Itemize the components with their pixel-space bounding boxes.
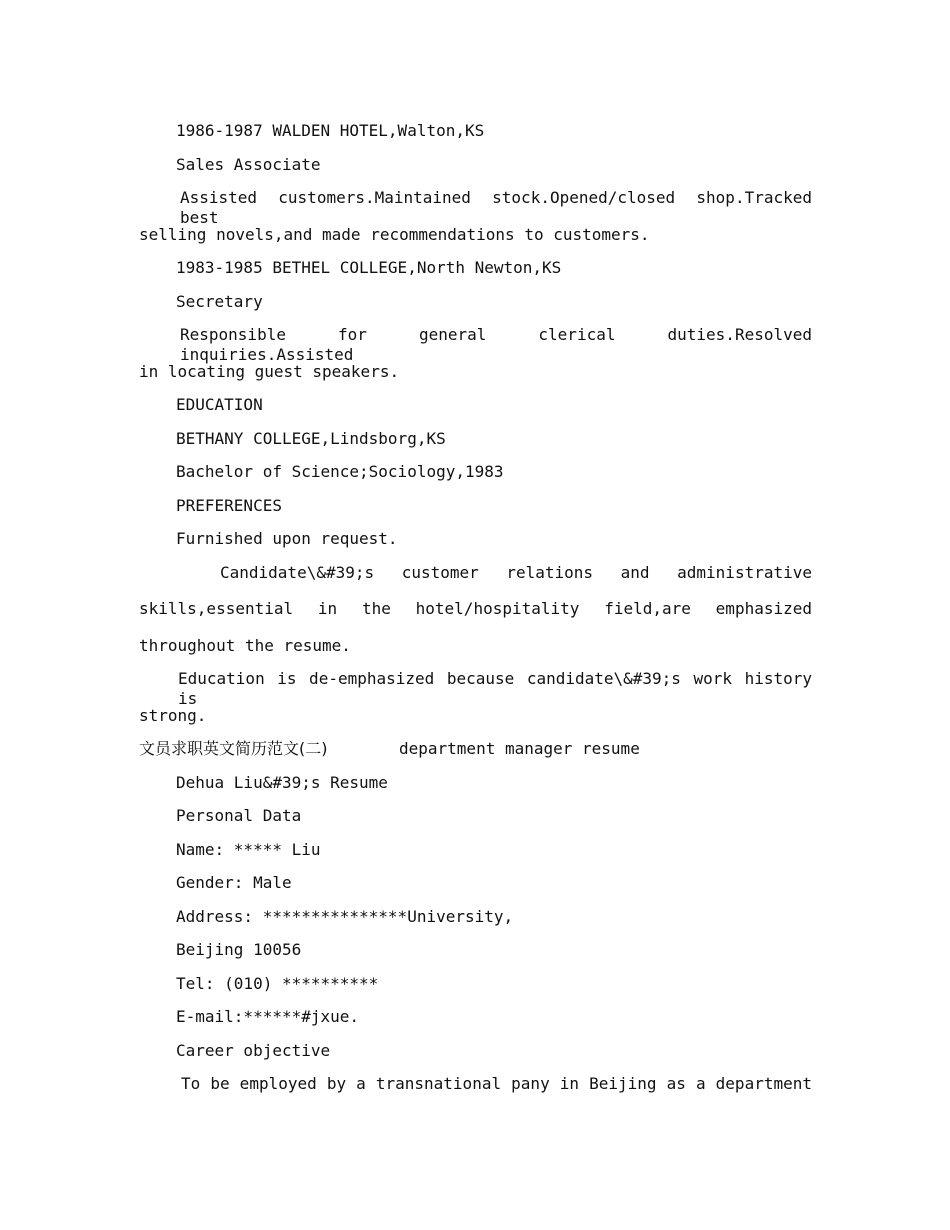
comment-paragraph-line: Education is de-emphasized because candidate\&#39;s work history is: [178, 669, 812, 708]
personal-tel: Tel: (010) **********: [176, 974, 379, 993]
education-school: BETHANY COLLEGE,Lindsborg,KS: [176, 429, 446, 448]
job-description-line: Responsible for general clerical duties.Resolved inquiries.Assisted: [180, 325, 812, 364]
personal-gender: Gender: Male: [176, 873, 292, 892]
personal-address: Address: ***************University,: [176, 907, 514, 926]
job-description-line: selling novels,and made recommendations to customers.: [139, 225, 650, 244]
comment-paragraph-line: Candidate\&#39;s customer relations and administrative: [220, 563, 812, 582]
section-title-chinese: 文员求职英文简历范文(二): [139, 739, 328, 758]
comment-paragraph-line: throughout the resume.: [139, 636, 351, 655]
comment-paragraph-line: strong.: [139, 706, 207, 725]
job-title-sales-associate: Sales Associate: [176, 155, 321, 174]
education-degree: Bachelor of Science;Sociology,1983: [176, 462, 504, 481]
resume-title: Dehua Liu&#39;s Resume: [176, 773, 388, 792]
comment-paragraph-line: skills,essential in the hotel/hospitality field,are emphasized: [139, 599, 812, 618]
career-objective-text: To be employed by a transnational pany in Beijing as a department: [181, 1074, 812, 1093]
job-heading-walden: 1986-1987 WALDEN HOTEL,Walton,KS: [176, 121, 485, 140]
job-description-line: in locating guest speakers.: [139, 362, 400, 381]
personal-name: Name: ***** Liu: [176, 840, 321, 859]
personal-address-city: Beijing 10056: [176, 940, 302, 959]
preferences-text: Furnished upon request.: [176, 529, 398, 548]
section-heading-education: EDUCATION: [176, 395, 263, 414]
personal-email: E-mail:******#jxue.: [176, 1007, 360, 1026]
section-title-english: department manager resume: [399, 739, 640, 758]
job-heading-bethel: 1983-1985 BETHEL COLLEGE,North Newton,KS: [176, 258, 562, 277]
section-heading-career-objective: Career objective: [176, 1041, 331, 1060]
job-description-line: Assisted customers.Maintained stock.Opened/closed shop.Tracked best: [180, 188, 812, 227]
section-heading-preferences: PREFERENCES: [176, 496, 282, 515]
section-heading-personal-data: Personal Data: [176, 806, 302, 825]
job-title-secretary: Secretary: [176, 292, 263, 311]
